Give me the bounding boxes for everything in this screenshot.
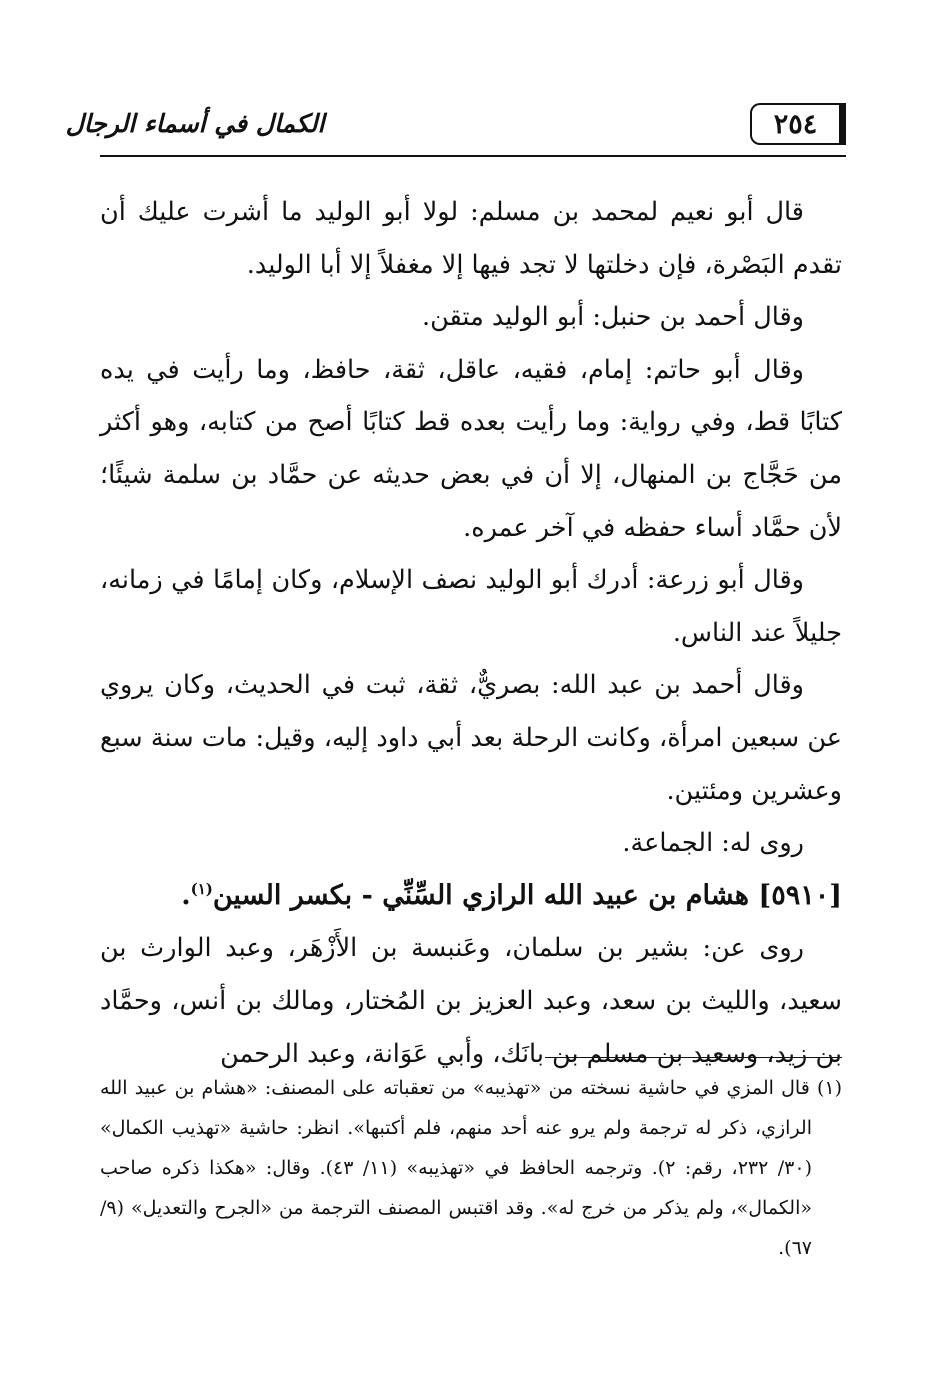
page-number: ٢٥٤ xyxy=(750,103,846,145)
paragraph: روى له: الجماعة. xyxy=(622,828,804,859)
paragraph: وقال أحمد بن عبد الله: بصريٌّ، ثقة، ثبت في الحديث، وكان يروي عن سبعين امرأة، وكانت الرحلة بعد أبي داود إليه، وقيل: مات سنة سبع وعشرين ومئتين. xyxy=(100,670,842,806)
entry-text: روى عن: بشير بن سلمان، وعَنبسة بن الأَزْهَر، وعبد الوارث بن سعيد، والليث بن سعد، وعبد العزيز بن المُختار، ومالك بن أنس، وحمَّاد بن زيد، وسعيد بن مسلم بن بانَك، وأبي عَوَانة، وعبد الرحمن xyxy=(100,933,842,1069)
paragraph: وقال أبو زرعة: أدرك أبو الوليد نصف الإسلام، وكان إمامًا في زمانه، جليلاً عند الناس. xyxy=(100,565,842,648)
entry-heading-text: [٥٩١٠] هشام بن عبيد الله الرازي السِّنِّي - بكسر السين xyxy=(212,879,842,911)
entry-heading-end: . xyxy=(181,879,191,911)
paragraph: وقال أحمد بن حنبل: أبو الوليد متقن. xyxy=(422,302,804,333)
paragraph: وقال أبو حاتم: إمام، فقيه، عاقل، ثقة، حافظ، وما رأيت في يده كتابًا قط، وفي رواية: وما رأيت بعده قط كتابًا أصح من كتابه، وهو أكثر من حَجَّاج بن المنهال، إلا أن في بعض حديثه عن حمَّاد بن سلمة شيئًا؛ لأن حمَّاد أساء حفظه في آخر عمره. xyxy=(100,354,842,543)
main-text xyxy=(100,186,842,1080)
book-title: الكمال في أسماء الرجال xyxy=(65,108,325,138)
footnote-reference: (١) xyxy=(190,879,213,898)
footnote-divider xyxy=(545,1057,842,1058)
entry-heading xyxy=(100,870,842,923)
footnotes xyxy=(100,1068,842,1268)
page-header xyxy=(65,95,846,157)
header-rule xyxy=(100,155,846,157)
footnote: (١) قال المزي في حاشية نسخته من «تهذيبه» من تعقباته على المصنف: «هشام بن عبيد الله الرازي، ذكر له ترجمة ولم يرو عنه أحد منهم، فلم أكتبها». انظر: حاشية «تهذيب الكمال» (٣٠/ ٢٣٢، رقم: ٢). وترجمه الحافظ في «تهذيبه» (١١/ ٤٣). وقال: «هكذا ذكره صاحب «الكمال»، ولم يذكر من خرج له». وقد اقتبس المصنف الترجمة من «الجرح والتعديل» (٩/ ٦٧). xyxy=(100,1077,842,1259)
paragraph: قال أبو نعيم لمحمد بن مسلم: لولا أبو الوليد ما أشرت عليك أن تقدم البَصْرة، فإن دخلتها لا تجد فيها إلا مغفلاً إلا أبا الوليد. xyxy=(100,197,842,280)
